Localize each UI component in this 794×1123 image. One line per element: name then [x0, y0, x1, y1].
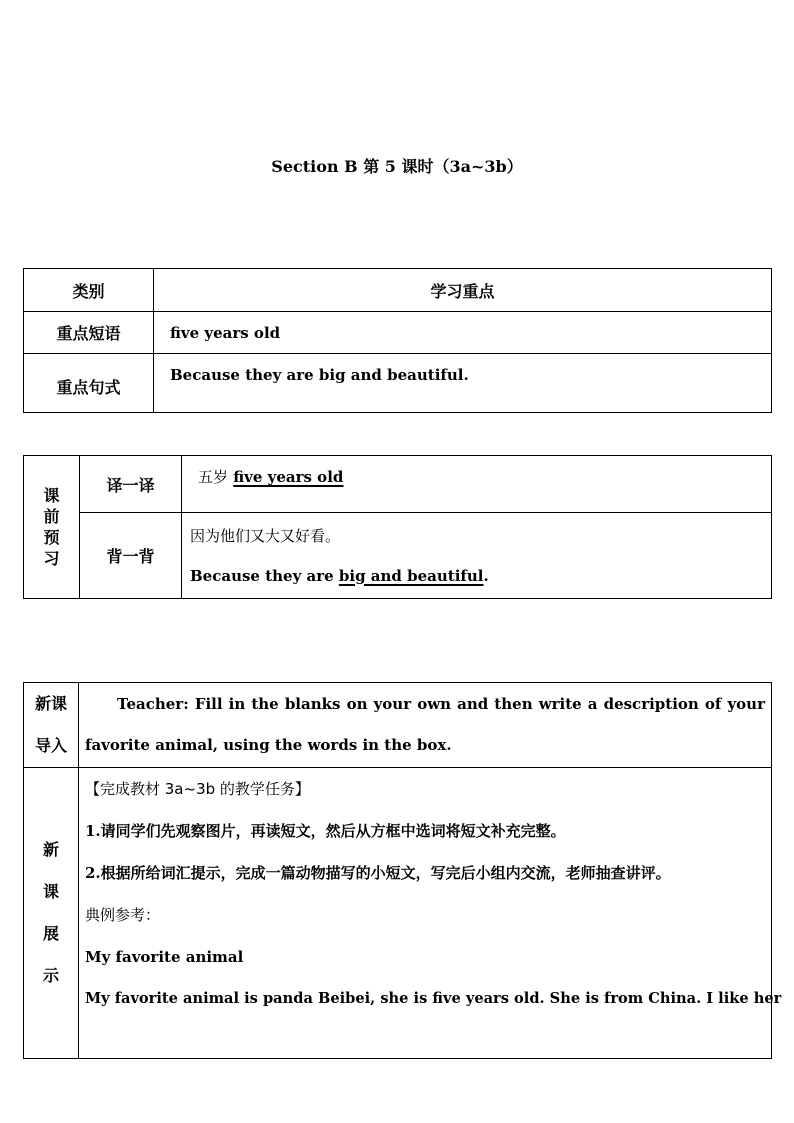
step-2 [85, 852, 765, 894]
step-2-text: 根据所给词汇提示，完成一篇动物描写的小短文，写完后小组内交流，老师抽查讲评。 [100, 864, 671, 882]
new-lesson-table [23, 682, 782, 1059]
side-char: 前 [43, 507, 60, 526]
step-1-text: 请同学们先观察图片，再读短文，然后从方框中选词将短文补充完整。 [100, 822, 566, 840]
translate-label: 译一译 [80, 456, 182, 513]
side-word: 新课 [34, 694, 67, 713]
side-char: 课 [43, 486, 60, 505]
side-char: 新 [42, 840, 59, 859]
key-phrase-value: five years old [154, 312, 772, 354]
side-word: 导入 [34, 736, 67, 755]
side-char: 展 [42, 924, 59, 943]
step-1-num: 1. [85, 822, 101, 840]
recite-en [190, 556, 771, 596]
side-char: 示 [42, 966, 59, 985]
side-char: 课 [42, 882, 59, 901]
side-char: 习 [43, 549, 60, 568]
intro-side-label [24, 683, 79, 768]
preview-table [23, 455, 772, 599]
step-2-num: 2. [85, 864, 101, 882]
example-label: 典例参考： [85, 906, 161, 924]
example-text: My favorite animal is panda Beibei, she is five years old. She is from China. I like her [85, 990, 782, 1007]
example-title: My favorite animal [85, 948, 244, 966]
intro-text: Teacher: Fill in the blanks on your own and then write a description of your favorite animal, using the words in the box. [79, 683, 772, 768]
key-sentence-label: 重点句式 [24, 354, 154, 413]
preview-side-label [24, 456, 80, 599]
recite-en-underlined: big and beautiful [338, 566, 484, 585]
recite-en-suffix: . [483, 566, 489, 585]
key-points-table [23, 268, 772, 413]
show-side-label [24, 768, 79, 1059]
task-heading: 【完成教材 3a~3b 的教学任务】 [85, 780, 310, 798]
recite-label: 背一背 [80, 513, 182, 599]
recite-en-prefix: Because they are [190, 566, 339, 585]
header-category: 类别 [24, 269, 154, 312]
side-char: 预 [43, 528, 60, 547]
step-1 [85, 810, 765, 852]
show-content [79, 768, 782, 1059]
translate-cn: 五岁 [198, 468, 229, 486]
header-focus: 学习重点 [154, 269, 772, 312]
page-title: Section B 第 5 课时（3a~3b） [271, 157, 523, 176]
recite-cn: 因为他们又大又好看。 [190, 526, 341, 545]
translate-en: five years old [233, 468, 344, 486]
key-sentence-value: Because they are big and beautiful. [154, 354, 772, 413]
key-phrase-label: 重点短语 [24, 312, 154, 354]
